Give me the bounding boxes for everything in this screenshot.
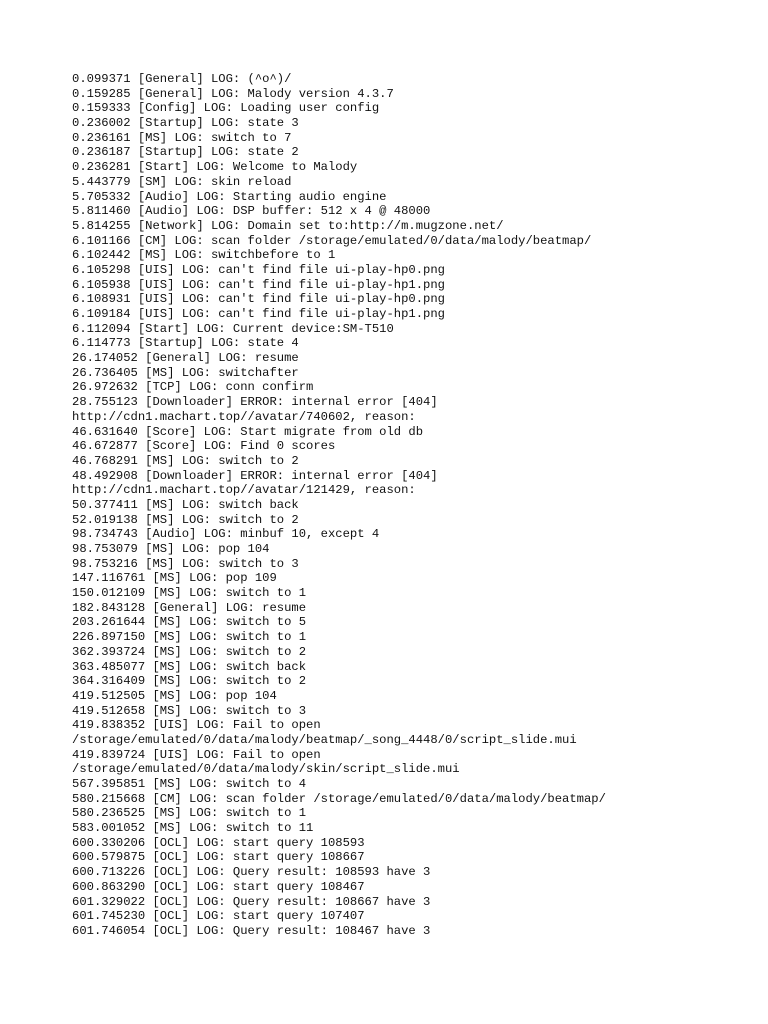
log-line: 580.236525 [MS] LOG: switch to 1	[72, 806, 307, 821]
log-line: 419.512658 [MS] LOG: switch to 3	[72, 703, 307, 718]
log-line: 0.236002 [Startup] LOG: state 3	[72, 116, 299, 131]
log-line: 601.329022 [OCL] LOG: Query result: 108667 have 3	[72, 894, 431, 909]
log-line: 0.159333 [Config] LOG: Loading user config	[72, 101, 380, 116]
log-line: 600.713226 [OCL] LOG: Query result: 108593 have 3	[72, 865, 431, 880]
log-line: http://cdn1.machart.top//avatar/740602, reason:	[72, 409, 416, 424]
log-line: 46.768291 [MS] LOG: switch to 2	[72, 453, 299, 468]
log-line: 0.236187 [Startup] LOG: state 2	[72, 145, 299, 160]
log-line: 5.814255 [Network] LOG: Domain set to:http://m.mugzone.net/	[72, 218, 504, 233]
log-line: 0.236281 [Start] LOG: Welcome to Malody	[72, 160, 358, 175]
log-line: 362.393724 [MS] LOG: switch to 2	[72, 644, 307, 659]
log-line: 6.109184 [UIS] LOG: can't find file ui-play-hp1.png	[72, 307, 445, 321]
log-line: 150.012109 [MS] LOG: switch to 1	[72, 586, 307, 601]
log-line: 0.236161 [MS] LOG: switch to 7	[72, 130, 292, 145]
log-line: 600.579875 [OCL] LOG: start query 108667	[72, 850, 365, 865]
log-line: 364.316409 [MS] LOG: switch to 2	[72, 674, 307, 689]
log-line: /storage/emulated/0/data/malody/skin/script_slide.mui	[72, 762, 460, 777]
log-line: http://cdn1.machart.top//avatar/121429, reason:	[72, 483, 416, 498]
log-line: 6.105298 [UIS] LOG: can't find file ui-play-hp0.png	[72, 262, 445, 277]
log-line: 601.745230 [OCL] LOG: start query 107407	[72, 909, 365, 924]
log-line: 580.215668 [CM] LOG: scan folder /storage/emulated/0/data/malody/beatmap/	[72, 791, 606, 806]
log-line: 182.843128 [General] LOG: resume	[72, 600, 307, 615]
log-line: 583.001052 [MS] LOG: switch to 11	[72, 821, 314, 836]
log-line: 5.811460 [Audio] LOG: DSP buffer: 512 x 4 @ 48000	[72, 204, 431, 219]
log-line: 5.443779 [SM] LOG: skin reload	[72, 174, 292, 189]
log-line: 5.705332 [Audio] LOG: Starting audio engine	[72, 189, 387, 204]
log-line: 147.116761 [MS] LOG: pop 109	[72, 571, 277, 586]
log-text	[72, 72, 732, 939]
log-line: 46.672877 [Score] LOG: Find 0 scores	[72, 439, 336, 454]
log-line: 6.101166 [CM] LOG: scan folder /storage/emulated/0/data/malody/beatmap/	[72, 233, 592, 248]
log-line: 98.734743 [Audio] LOG: minbuf 10, except 4	[72, 527, 380, 542]
log-line: 46.631640 [Score] LOG: Start migrate from old db	[72, 424, 424, 439]
log-line: 0.159285 [General] LOG: Malody version 4.3.7	[72, 86, 394, 101]
log-line: 98.753079 [MS] LOG: pop 104	[72, 542, 270, 556]
log-line: 6.105938 [UIS] LOG: can't find file ui-play-hp1.png	[72, 277, 445, 292]
log-line: 419.512505 [MS] LOG: pop 104	[72, 688, 277, 703]
log-line: 6.102442 [MS] LOG: switchbefore to 1	[72, 248, 336, 263]
log-line: 6.112094 [Start] LOG: Current device:SM-T510	[72, 321, 394, 336]
log-line: 28.755123 [Downloader] ERROR: internal error [404]	[72, 395, 438, 410]
log-line: 363.485077 [MS] LOG: switch back	[72, 659, 307, 674]
log-line: 567.395851 [MS] LOG: switch to 4	[72, 777, 307, 791]
log-line: 6.108931 [UIS] LOG: can't find file ui-play-hp0.png	[72, 292, 445, 307]
log-line: 600.863290 [OCL] LOG: start query 108467	[72, 879, 365, 894]
log-line: 419.839724 [UIS] LOG: Fail to open	[72, 747, 321, 762]
log-line: 0.099371 [General] LOG: (^o^)/	[72, 72, 292, 86]
log-line: /storage/emulated/0/data/malody/beatmap/_song_4448/0/script_slide.mui	[72, 732, 577, 747]
log-line: 601.746054 [OCL] LOG: Query result: 108467 have 3	[72, 923, 431, 938]
log-line: 48.492908 [Downloader] ERROR: internal error [404]	[72, 468, 438, 483]
log-line: 26.736405 [MS] LOG: switchafter	[72, 365, 299, 380]
log-line: 600.330206 [OCL] LOG: start query 108593	[72, 835, 365, 850]
log-line: 26.972632 [TCP] LOG: conn confirm	[72, 380, 314, 395]
log-line: 203.261644 [MS] LOG: switch to 5	[72, 615, 307, 630]
log-line: 98.753216 [MS] LOG: switch to 3	[72, 556, 299, 571]
log-line: 52.019138 [MS] LOG: switch to 2	[72, 512, 299, 527]
log-line: 226.897150 [MS] LOG: switch to 1	[72, 630, 307, 645]
log-line: 26.174052 [General] LOG: resume	[72, 351, 299, 366]
log-line: 6.114773 [Startup] LOG: state 4	[72, 336, 299, 351]
log-line: 419.838352 [UIS] LOG: Fail to open	[72, 718, 321, 733]
log-line: 50.377411 [MS] LOG: switch back	[72, 497, 299, 512]
